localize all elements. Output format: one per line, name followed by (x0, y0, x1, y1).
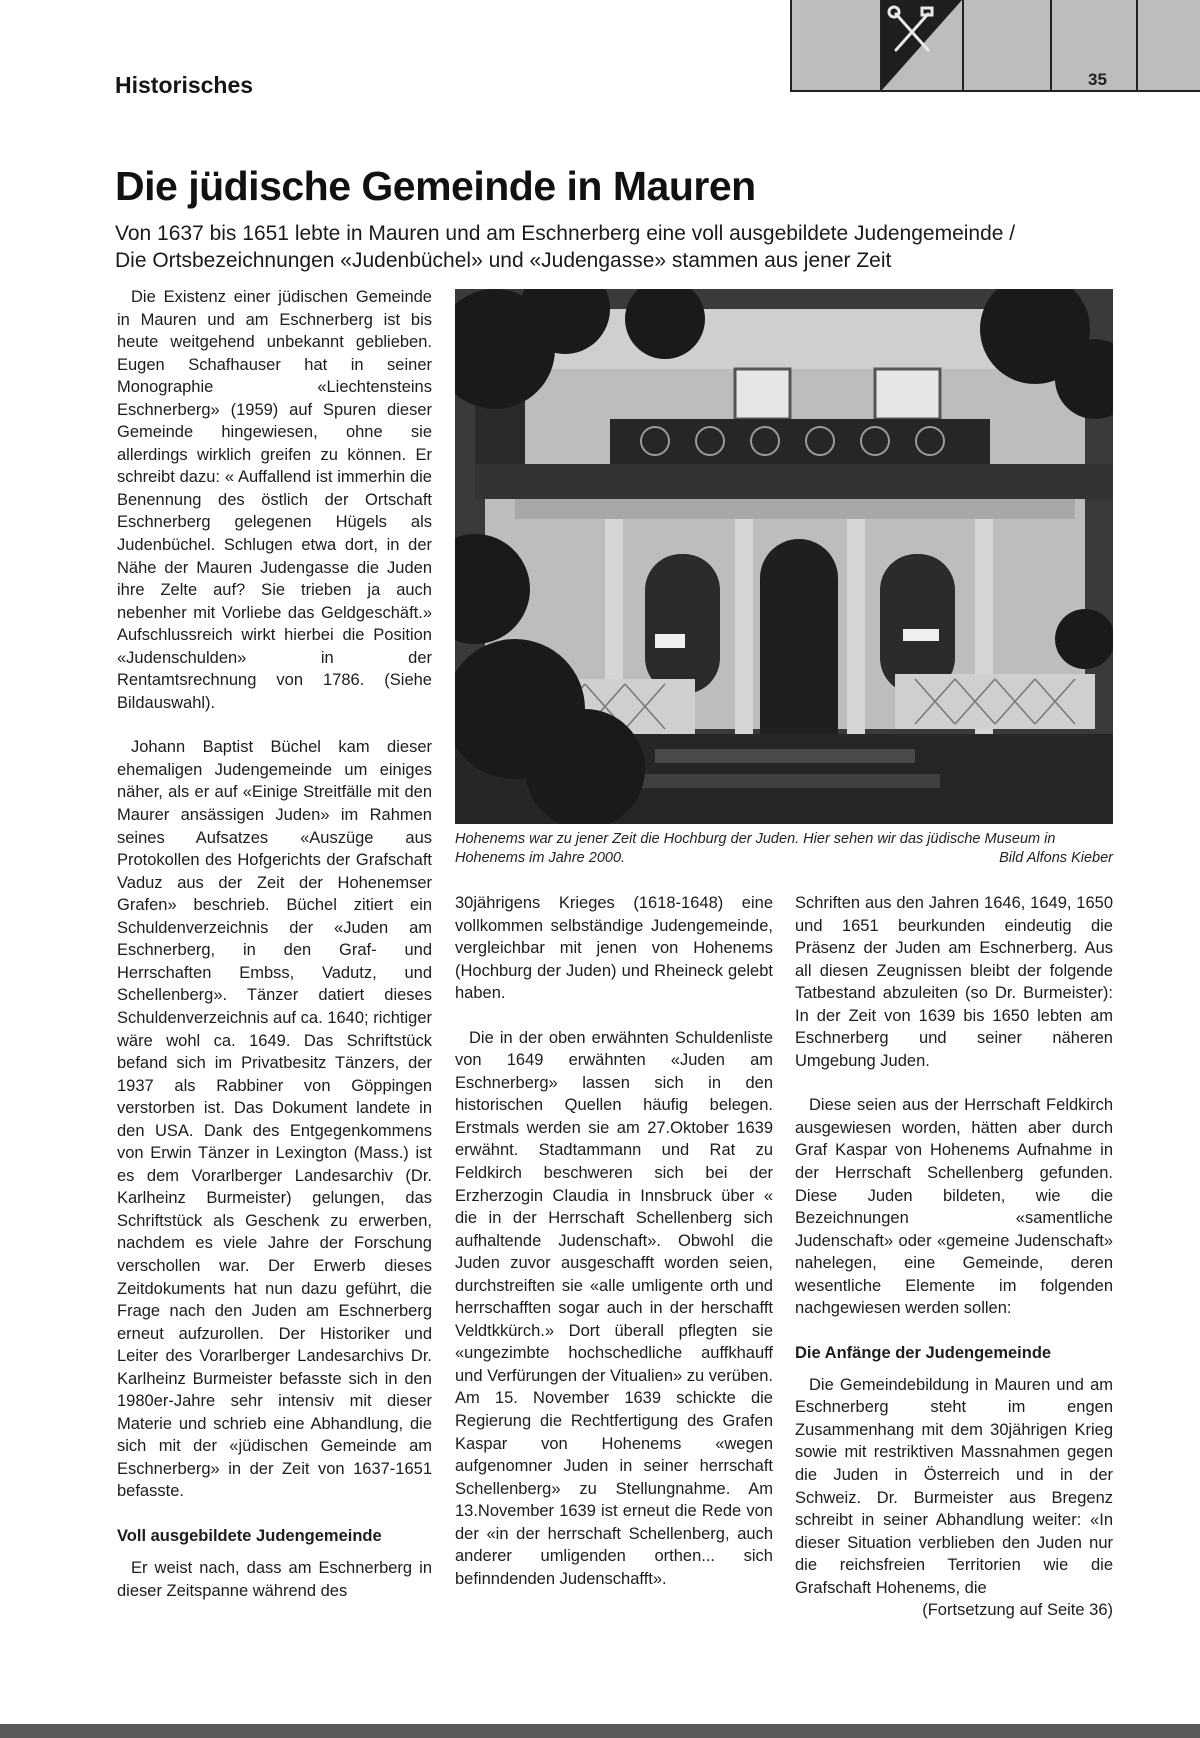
article-subtitle (115, 220, 1115, 274)
paragraph: Die Existenz einer jüdischen Gemeinde in Mauren und am Eschnerberg ist bis heute weitgehend unbekannt geblieben. Eugen Schafhauser hat in seiner Monographie «Liechtensteins Eschnerberg» (1959) auf Spuren dieser Gemeinde hingewiesen, ohne sie allerdings wirklich greifen zu können. Er schreibt dazu: « Auffallend ist immerhin die Benennung des östlich der Ortschaft Eschnerberg gelegenen Hügels als Judenbüchel. Schlugen etwa dort, in der Nähe der Mauren Judengasse die Juden ihre Zelte auf? Sie trieben ja auch nebenher mit Vorliebe das Geldgeschäft.» Aufschlussreich wirkt hierbei die Position «Judenschulden» in der Rentamtsrechnung von 1786. (Siehe Bildauswahl). (117, 288, 432, 712)
photo-caption (455, 830, 1113, 868)
header-grid-cell (1138, 0, 1200, 90)
text-column-left (117, 286, 432, 1624)
subtitle-line: Die Ortsbezeichnungen «Judenbüchel» und «Judengasse» stammen aus jener Zeit (115, 249, 892, 272)
paragraph: Schriften aus den Jahren 1646, 1649, 1650 und 1651 beurkunden eindeutig die Präsenz der Juden am Eschnerberg. Aus all diesen Zeugnissen bleibt der folgende Tatbestand abzuleiten (so Dr. Burmeister): In der Zeit von 1639 bis 1650 lebten am Eschnerberg und seiner näheren Umgebung Juden. (795, 894, 1113, 1070)
photo-credit: Bild Alfons Kieber (999, 850, 1113, 866)
paragraph: Er weist nach, dass am Eschnerberg in dieser Zeitspanne während des (117, 1558, 432, 1600)
scan-bottom-edge (0, 1724, 1200, 1738)
paragraph: Johann Baptist Büchel kam dieser ehemaligen Judengemeinde um einiges näher, als er auf «Einige Streitfälle mit den Maurer ansässigen Juden» im Rahmen seines Aufsatzes «Auszüge aus Protokollen des Hofgerichts der Grafschaft Vaduz aus der Zeit der Hohenemser Grafen» beschrieb. Büchel zitiert ein Schuldenverzeichnis der «Juden am Eschnerberg, in den Graf- und Herrschaften Embss, Vadutz, und Schellenberg». Tänzer datiert dieses Schuldenverzeichnis auf ca. 1640; richtiger wäre wohl ca. 1649. Das Schriftstück befand sich im Privatbesitz Tänzers, der 1937 als Rabbiner von Göppingen verstorben ist. Das Dokument landete in den USA. Dank des Entgegenkommens von Erwin Tänzer in Lexington (Mass.) ist es dem Vorarlberger Landesarchiv (Dr. Karlheinz Burmeister) gelungen, das Schriftstück als Geschenk zu erwerben, nachdem es viele Jahre der Forschung verschollen war. Der Erwerb dieses Zeitdokuments hat nun dazu geführt, die Frage nach den Juden am Eschnerberg erneut aufzurollen. Der Historiker und Leiter des Vorarlberger Landesarchivs Dr. Karlheinz Burmeister befasste sich in den 1980er-Jahre sehr intensiv mit dieser Materie und schrieb eine Abhandlung, die sich mit der «jüdischen Gemeinde am Eschnerberg» in der Zeit von 1637-1651 befasste. (117, 738, 432, 1501)
text-column-right (795, 892, 1113, 1644)
crossed-tools-emblem-icon (882, 0, 962, 90)
section-heading: Voll ausgebildete Judengemeinde (117, 1526, 382, 1545)
text-column-middle (455, 892, 773, 1612)
header-emblem-cell (882, 0, 964, 90)
museum-photo (455, 289, 1113, 824)
header-grid-cell (792, 0, 882, 90)
paragraph: Die in der oben erwähnten Schuldenliste von 1649 erwähnten «Juden am Eschnerberg» lassen sich in den historischen Quellen häufig belegen. Erstmals werden sie am 27.Oktober 1639 erwähnt. Stadtammann und Rat zu Feldkirch beschweren sich bei der Erzherzogin Claudia in Innsbruck über « die in der Herrschaft Schellenberg sich aufhaltende Judenschaft». Obwohl die Juden zuvor ausgeschafft worden seien, durchstreiften sie «alle umligente orth und herrschafften sogar auch in der herschafft Veldtkkürch.» Dort überall pflegten sie «ungezimbte hochschedliche auffkhauff und Verfürungen der Vitualien» zu verüben. Am 15. November 1639 schickte die Regierung die Rechtfertigung des Grafen Kaspar von Hohenems «wegen aufgenomner Juden in seiner herrschaft Schellenberg» zu Stellungnahme. Am 13.November 1639 ist erneut die Rede von der «in der herrschaft Schellenberg, auch anderer umligenden orthen... sich befinndenden Judenschafft». (455, 1028, 774, 1588)
caption-text: Hohenems war zu jener Zeit die Hochburg der Juden. Hier sehen wir das jüdische Museum in Hohenems im Jahre 2000. (455, 831, 1056, 866)
article-title: Die jüdische Gemeinde in Mauren (115, 163, 756, 209)
paragraph: 30jährigens Krieges (1618-1648) eine vollkommen selbständige Judengemeinde, vergleichbar mit jenen von Hohenems (Hochburg der Juden) und Rheineck gelebt haben. (455, 894, 773, 1003)
page-number: 35 (1088, 70, 1107, 89)
subtitle-line: Von 1637 bis 1651 lebte in Mauren und am Eschnerberg eine voll ausgebildete Judengemeinde / (115, 222, 1016, 245)
paragraph: Diese seien aus der Herrschaft Feldkirch ausgewiesen worden, hätten aber durch Graf Kaspar von Hohenems Aufnahme in der Herrschaft Schellenberg gefunden. Diese Juden bildeten, wie die Bezeichnungen «samentliche Judenschaft» oder «gemeine Judenschaft» nahelegen, eine Gemeinde, deren wesentliche Elemente im folgenden nachgewiesen werden sollen: (795, 1096, 1113, 1318)
header-grid-cell (964, 0, 1052, 90)
paragraph: Die Gemeindebildung in Mauren und am Eschnerberg steht im engen Zusammenhang mit dem 30jährigen Krieg sowie mit restriktiven Massnahmen gegen die Juden in Österreich und in der Schweiz. Dr. Burmeister aus Bregenz schreibt in seiner Abhandlung weiter: «In dieser Situation verblieben den Juden nur die reichsfreien Territorien wie die Grafschaft Hohenems, die (795, 1375, 1113, 1597)
section-heading: Die Anfänge der Judengemeinde (795, 1343, 1052, 1362)
continuation-note: (Fortsetzung auf Seite 36) (922, 1601, 1113, 1620)
header-grid (790, 0, 1200, 92)
section-label: Historisches (115, 72, 254, 98)
